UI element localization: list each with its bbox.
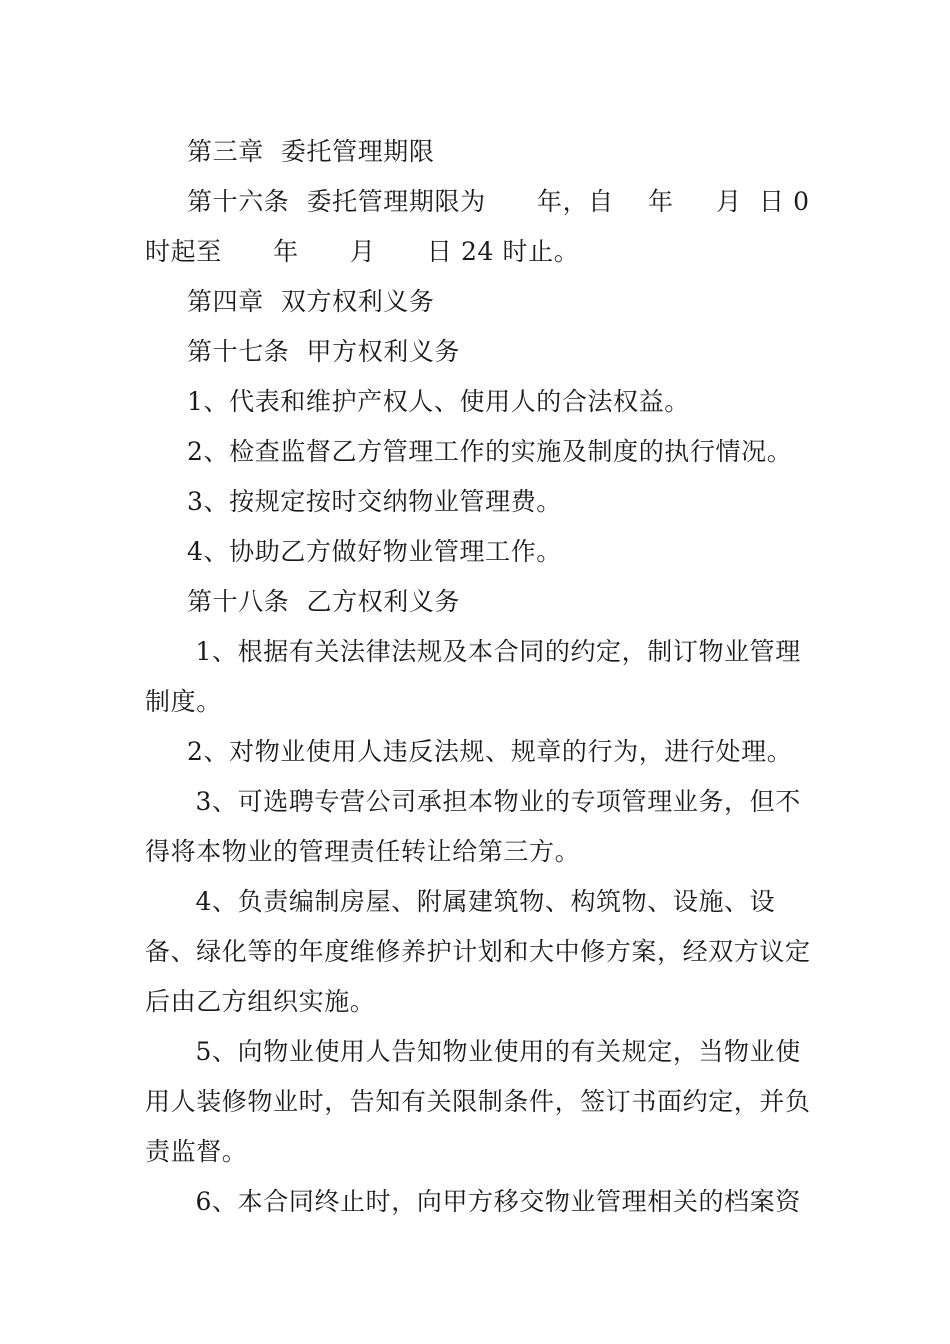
document-body	[145, 127, 825, 1227]
list-item: 1、代表和维护产权人、使用人的合法权益。	[187, 387, 690, 416]
article-paragraph: 第十六条 委托管理期限为 年，自 年 月 日 0 时起至 年 月 日 24 时止。	[145, 187, 819, 266]
list-item: 3、可选聘专营公司承担本物业的专项管理业务，但不得将本物业的管理责任转让给第三方。	[145, 787, 801, 866]
list-item: 2、检查监督乙方管理工作的实施及制度的执行情况。	[187, 437, 793, 466]
chapter-heading: 第三章 委托管理期限	[187, 137, 435, 166]
list-item: 5、向物业使用人告知物业使用的有关规定，当物业使用人装修物业时，告知有关限制条件，签订书面约定，并负责监督。	[145, 1037, 811, 1166]
list-item: 1、根据有关法律法规及本合同的约定，制订物业管理制度。	[145, 637, 801, 716]
list-item: 6、本合同终止时，向甲方移交物业管理相关的档案资	[187, 1187, 801, 1216]
list-item: 3、按规定按时交纳物业管理费。	[187, 487, 562, 516]
chapter-heading: 第四章 双方权利义务	[187, 287, 435, 316]
article-heading: 第十七条 甲方权利义务	[187, 337, 461, 366]
list-item: 4、负责编制房屋、附属建筑物、构筑物、设施、设备、绿化等的年度维修养护计划和大中修方案，经双方议定后由乙方组织实施。	[145, 887, 811, 1016]
list-item: 4、协助乙方做好物业管理工作。	[187, 537, 562, 566]
list-item: 2、对物业使用人违反法规、规章的行为，进行处理。	[187, 737, 793, 766]
article-heading: 第十八条 乙方权利义务	[187, 587, 461, 616]
